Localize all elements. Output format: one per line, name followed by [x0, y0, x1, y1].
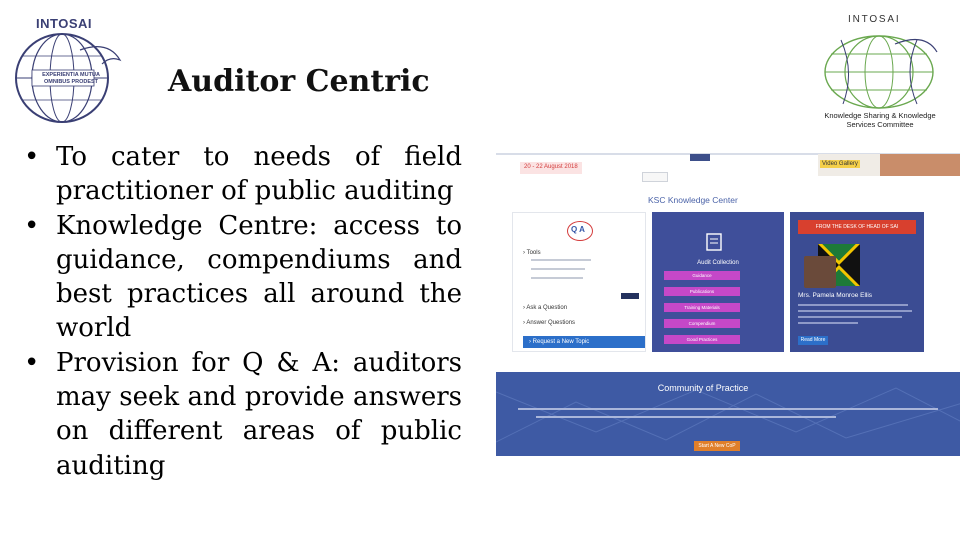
cop-text-line: [536, 416, 836, 418]
tools-subline: [531, 259, 591, 261]
slide-title: Auditor Centric: [168, 64, 430, 99]
small-go-button[interactable]: [621, 293, 639, 299]
cop-text-line: [518, 408, 938, 410]
qa-panel: [512, 212, 646, 352]
training-materials-button[interactable]: Training Materials: [664, 303, 740, 312]
qa-icon: [567, 221, 593, 241]
bio-line: [798, 310, 912, 312]
good-practices-button[interactable]: Good Practices: [664, 335, 740, 344]
video-gallery-label[interactable]: Video Gallery: [822, 161, 858, 167]
intosai-brand-text: INTOSAI: [848, 14, 901, 25]
start-new-cop-button[interactable]: Start A New CoP: [694, 441, 740, 451]
qa-item-ask[interactable]: › Ask a Question: [523, 305, 568, 311]
qa-badge-text: Q A: [571, 225, 585, 234]
guidance-button[interactable]: Guidance: [664, 271, 740, 280]
qa-item-answer[interactable]: › Answer Questions: [523, 320, 576, 326]
publications-button[interactable]: Publications: [664, 287, 740, 296]
document-icon: [704, 232, 726, 252]
tools-subline: [531, 268, 585, 270]
date-banner-text: 20 - 22 August 2018: [524, 164, 578, 170]
intosai-ksc-logo: [815, 10, 945, 134]
ksc-website-screenshot: [496, 150, 960, 460]
qa-item-tools[interactable]: › Tools: [523, 250, 541, 256]
portrait-photo: [804, 256, 836, 288]
ksc-title: KSC Knowledge Center: [648, 195, 738, 205]
bullet-item: • Knowledge Centre: access to guidance, compendiums and best practices all around the world: [24, 209, 462, 346]
search-box[interactable]: [642, 172, 668, 182]
bio-line: [798, 322, 858, 324]
video-gallery-strip: [818, 154, 960, 176]
intosai-motto: EXPERIENTIA MUTUA OMNIBUS PRODEST: [42, 72, 100, 85]
community-title: Community of Practice: [657, 383, 749, 393]
intosai-logo-left: [10, 14, 130, 124]
audit-collection-label: Audit Collection: [697, 260, 739, 266]
intosai-logo-text: INTOSAI: [36, 16, 92, 31]
bullet-item: • Provision for Q & A: auditors may seek and provide answers on different areas of public auditing: [24, 346, 462, 483]
head-of-sai-name: Mrs. Pamela Monroe Ellis: [798, 292, 873, 299]
request-new-topic-button[interactable]: › Request a New Topic: [523, 336, 645, 348]
community-of-practice-banner: [496, 372, 960, 456]
bullet-list: [24, 140, 462, 483]
globe-icon: [821, 30, 939, 110]
tools-subline: [531, 277, 583, 279]
compendium-button[interactable]: Compendium: [664, 319, 740, 328]
small-dark-button[interactable]: [690, 154, 710, 161]
head-of-sai-banner: FROM THE DESK OF HEAD OF SAI: [798, 220, 916, 234]
ksc-caption: [815, 111, 945, 129]
date-banner: [520, 162, 582, 174]
audit-collection-tile: [652, 212, 784, 352]
bio-line: [798, 304, 908, 306]
bullet-item: • To cater to needs of field practitioner of public auditing: [24, 140, 462, 209]
read-more-button[interactable]: Read More: [798, 336, 828, 345]
video-thumbnail[interactable]: [880, 154, 960, 176]
ksc-caption-line2: Services Committee: [846, 120, 914, 129]
bio-line: [798, 316, 902, 318]
head-of-sai-tile: [790, 212, 924, 352]
ksc-caption-line1: Knowledge Sharing & Knowledge: [824, 111, 936, 120]
